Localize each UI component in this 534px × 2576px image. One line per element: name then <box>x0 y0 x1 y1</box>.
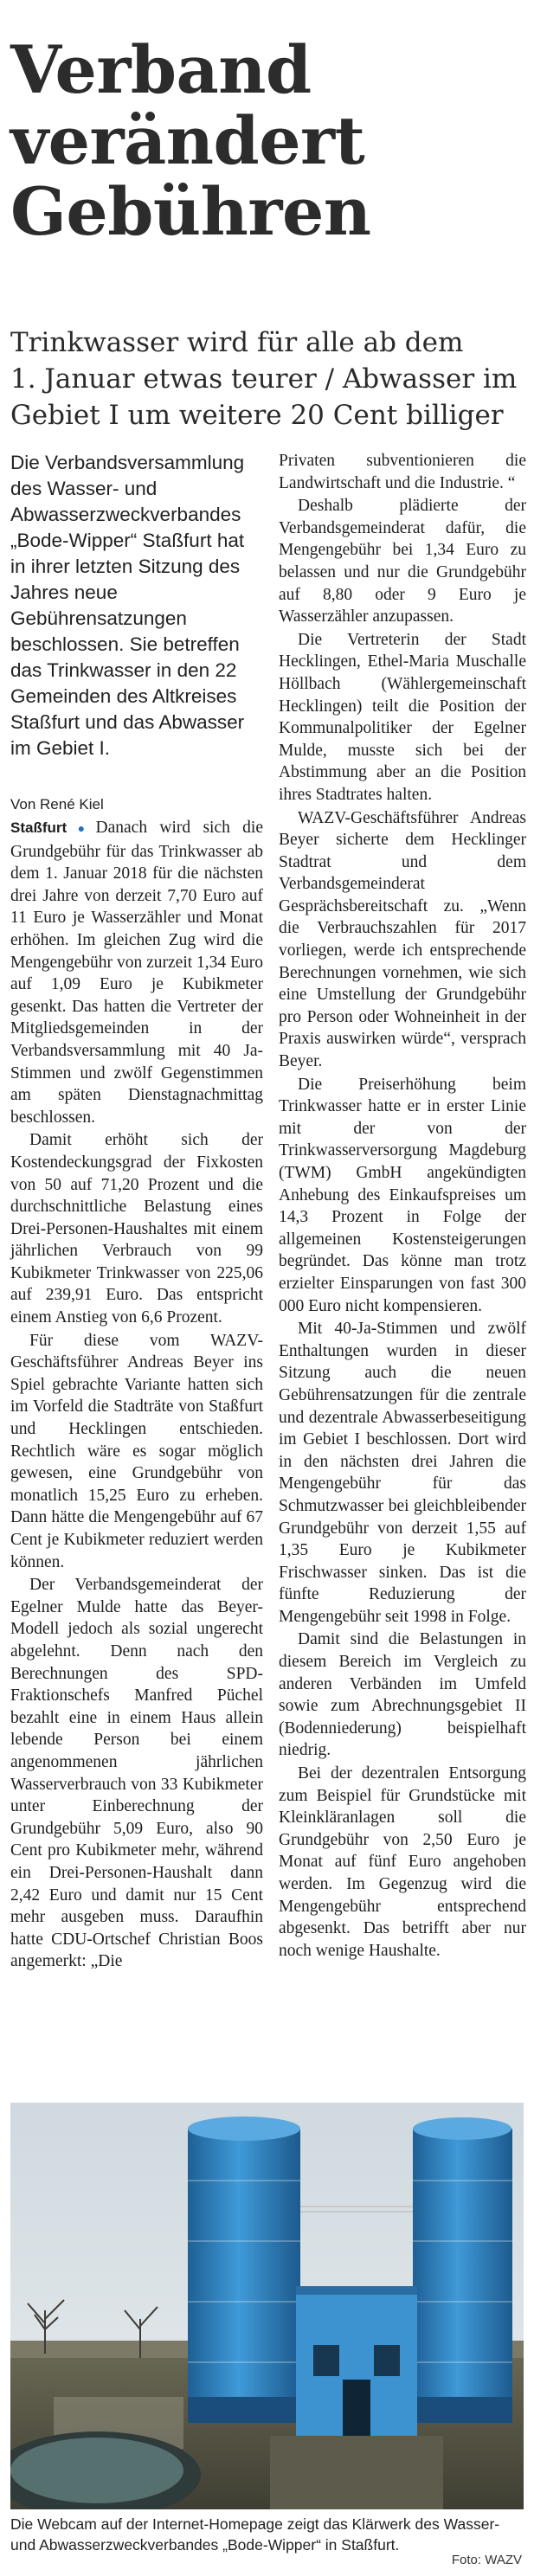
article-column-left <box>10 450 263 1974</box>
body-paragraph: WAZV-Geschäftsführer Andreas Beyer sicherte dem Hecklinger Stadtrat und dem Verbandsgemeinderat Gesprächsbereitschaft zu. „Wenn die Verbrauchszahlen für 2017 vorliegen, werde ich entsprechende Berechnungen vornehmen, wie sich eine Umstellung der Grundgebühr pro Person oder Wohneinheit in der Praxis auswirken würde“, versprach Beyer. <box>279 808 526 1071</box>
article-column-right <box>279 450 526 1963</box>
sewage-plant-photo <box>10 2103 524 2509</box>
photo-caption: Die Webcam auf der Internet-Homepage zeigt das Klärwerk des Wasser- und Abwasserzweckverbandes „Bode-Wipper“ in Staßfurt. <box>10 2515 500 2554</box>
body-paragraph: Privaten subventionieren die Landwirtschaft und die Industrie. “ <box>279 452 526 492</box>
first-paragraph <box>10 817 263 1128</box>
body-paragraph: Mit 40-Ja-Stimmen und zwölf Enthaltungen wurden in dieser Sitzung auch die neuen Gebührensatzungen für die zentrale und dezentrale Abwasserbeseitigung im Gebiet I beschlossen. Dort wird in den nächsten drei Jahren die Mengengebühr für das Schmutzwasser bei gleichbleibender Grundgebühr von derzeit 1,55 auf 1,35 Euro je Kubikmeter Frischwasser sinken. Das ist die fünfte Reduzierung der Mengengebühr seit 1998 in Folge. <box>279 1320 526 1626</box>
right-tank <box>413 2117 512 2423</box>
body-paragraph: Die Preiserhöhung beim Trinkwasser hatte er in erster Linie mit der von der Trinkwasserversorgung Magdeburg (TWM) GmbH angekündigten Anhebung des Einkaufspreises um 14,3 Prozent in Folge der allgemeinen Kostensteigerungen begründet. Das könne man trotz erzielter Einsparungen von fast 300 000 Euro nicht kompensieren. <box>279 1075 526 1315</box>
body-paragraph: Die Vertreterin der Stadt Hecklingen, Ethel-Maria Muschalle Höllbach (Wählergemeinschaft Hecklingen) teilt die Position der Kommunalpolitiker der Egelner Mulde, musste sich bei der Abstimmung aber an die Position ihres Stadtrates halten. <box>279 630 526 804</box>
body-paragraph: Bei der dezentralen Entsorgung zum Beispiel für Grundstücke mit Kleinkläranlagen soll die Grundgebühr von 2,50 Euro je Monat auf fünf Euro angehoben werden. Im Gegenzug wird die Mengengebühr entsprechend abgesenkt. Das betrifft aber nur noch wenige Haushalte. <box>279 1764 526 1960</box>
headline-line-1: Verband <box>10 31 312 108</box>
first-paragraph-text: Danach wird sich die Grundgebühr für das Trinkwasser ab dem 1. Januar 2018 für die nächsten drei Jahre von derzeit 7,70 Euro auf 11 Euro je Wasserzähler und Monat erhöhen. Im gleichen Zug wird die Mengengebühr von zurzeit 1,34 Euro auf 1,09 Euro je Kubikmeter gesenkt. Das hatten die Vertreter der Mitgliedsgemeinden in der Verbandsversammlung mit 40 Ja-Stimmen und zwölf Gegenstimmen am späten Dienstagnachmittag beschlossen. <box>10 819 263 1127</box>
subheadline-line-3: Gebiet I um weitere 20 Cent billiger <box>10 400 504 431</box>
left-tank <box>188 2117 300 2423</box>
dateline: Staßfurt <box>10 819 68 836</box>
dateline-dot-icon: ● <box>69 823 93 836</box>
headline <box>10 31 460 250</box>
pump-house <box>296 2286 417 2436</box>
body-paragraph: Der Verbandsgemeinderat der Egelner Mulde hatte das Beyer-Modell jedoch als sozial ungerecht abgelehnt. Denn nach den Berechnungen des SPD-Fraktionschefs Manfred Püchel bezahlt eine in einem Haus allein lebende Person bei einem angenommenen jährlichen Wasserverbrauch von 33 Kubikmeter unter Einberechnung der Grundgebühr 5,09 Euro, also 90 Cent pro Kubikmeter mehr, während ein Drei-Personen-Haushalt dann 2,42 Euro und damit nur 15 Cent mehr ausgeben muss. Daraufhin hatte CDU-Ortschef Christian Boos angemerkt: „Die <box>10 1576 263 1971</box>
lead-paragraph: Die Verbandsversammlung des Wasser- und Abwasserzweckverbandes „Bode-Wipper“ Staßfurt hat in ihrer letzten Sitzung des Jahres neue Gebührensatzungen beschlossen. Sie betreffen das Trinkwasser in den 22 Gemeinden des Altkreises Staßfurt und das Abwasser im Gebiet I. <box>10 452 245 759</box>
body-paragraph: Deshalb plädierte der Verbandsgemeinderat dafür, die Mengengebühr bei 1,34 Euro zu belassen und nur die Grundgebühr auf 8,80 oder 9 Euro je Wasserzähler anzupassen. <box>279 497 526 626</box>
body-paragraph: Für diese vom WAZV-Geschäftsführer Andreas Beyer ins Spiel gebrachte Variante hatten sich im Vorfeld die Stadträte von Staßfurt und Hecklingen entschieden. Rechtlich wäre es sogar möglich gewesen, eine Grundgebühr von monatlich 15,25 Euro zu erheben. Dann hätte die Mengengebühr auf 67 Cent je Kubikmeter reduziert werden können. <box>10 1331 263 1571</box>
subheadline-line-2: 1. Januar etwas teurer / Abwasser im <box>10 363 518 395</box>
subheadline <box>10 324 525 434</box>
sewage-plant-illustration <box>10 2103 524 2509</box>
body-paragraph: Damit sind die Belastungen in diesem Bereich im Vergleich zu anderen Verbänden im Umfeld sowie zum Abrechnungsgebiet II (Bodenniederung) beispielhaft niedrig. <box>279 1630 526 1760</box>
photo-credit: Foto: WAZV <box>451 2553 522 2567</box>
body-paragraph: Damit erhöht sich der Kostendeckungsgrad der Fixkosten von 50 auf 71,20 Prozent und die durchschnittliche Belastung eines Drei-Personen-Haushaltes mit einem jährlichen Verbrauch von 99 Kubikmeter Trinkwasser von 225,06 auf 239,91 Euro. Das entspricht einem Anstieg von 6,6 Prozent. <box>10 1131 263 1327</box>
headline-line-2: verändert <box>10 102 365 179</box>
headline-line-3: Gebühren <box>10 173 371 250</box>
byline: Von René Kiel <box>10 796 104 813</box>
subheadline-line-1: Trinkwasser wird für alle ab dem <box>10 327 464 358</box>
